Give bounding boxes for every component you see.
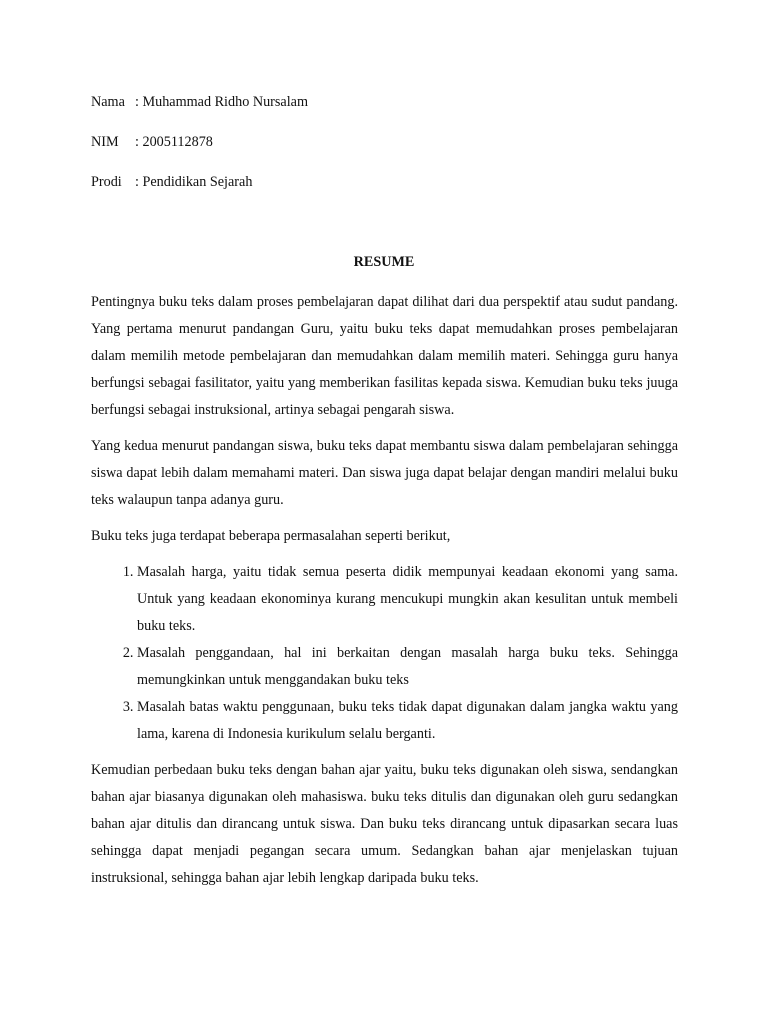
paragraph: Buku teks juga terdapat beberapa permasalahan seperti berikut, — [91, 528, 451, 544]
paragraph: Kemudian perbedaan buku teks dengan bahan ajar yaitu, buku teks digunakan oleh siswa, sendangkan bahan ajar biasanya digunakan oleh mahasiswa. buku teks ditulis dan digunakan oleh guru sedangkan bahan ajar ditulis dan dirancang untuk siswa. Dan buku teks dirancang untuk dipasarkan secara luas sehingga dapat menjadi pegangan secara umum. Sedangkan bahan ajar menjelaskan tujuan instruksional, sehingga bahan ajar lebih lengkap daripada buku teks. — [91, 762, 678, 886]
info-value: : Muhammad Ridho Nursalam — [135, 94, 308, 110]
list-item: 3. Masalah batas waktu penggunaan, buku teks tidak dapat digunakan dalam jangka waktu yang lama, karena di Indonesia kurikulum selalu berganti. — [137, 694, 678, 748]
problem-list — [91, 559, 678, 748]
list-item: 2. Masalah penggandaan, hal ini berkaitan dengan masalah harga buku teks. Sehingga memungkinkan untuk menggandakan buku teks — [137, 640, 678, 694]
info-row-name — [91, 92, 308, 132]
info-label: NIM — [91, 134, 119, 150]
info-row-nim — [91, 132, 308, 172]
student-info — [91, 92, 308, 212]
info-row-prodi — [91, 172, 308, 212]
info-value: : 2005112878 — [135, 134, 213, 150]
paragraph: Pentingnya buku teks dalam proses pembelajaran dapat dilihat dari dua perspektif atau sudut pandang. Yang pertama menurut pandangan Guru, yaitu buku teks dapat memudahkan proses pembelajaran dalam memilih metode pembelajaran dan memudahkan dalam memilih materi. Sehingga guru hanya berfungsi sebagai fasilitator, yaitu yang memberikan fasilitas kepada siswa. Kemudian buku teks juuga berfungsi sebagai instruksional, artinya sebagai pengarah siswa. — [91, 294, 678, 418]
info-label: Prodi — [91, 174, 122, 190]
info-label: Nama — [91, 94, 125, 110]
info-value: : Pendidikan Sejarah — [135, 174, 253, 190]
list-item: 1. Masalah harga, yaitu tidak semua peserta didik mempunyai keadaan ekonomi yang sama. Untuk yang keadaan ekonominya kurang mencukupi mungkin akan kesulitan untuk membeli buku teks. — [137, 559, 678, 640]
paragraph: Yang kedua menurut pandangan siswa, buku teks dapat membantu siswa dalam pembelajaran sehingga siswa dapat lebih dalam memahami materi. Dan siswa juga dapat belajar dengan mandiri melalui buku teks walaupun tanpa adanya guru. — [91, 438, 678, 508]
document-title: RESUME — [353, 254, 415, 270]
document-body — [91, 289, 678, 892]
